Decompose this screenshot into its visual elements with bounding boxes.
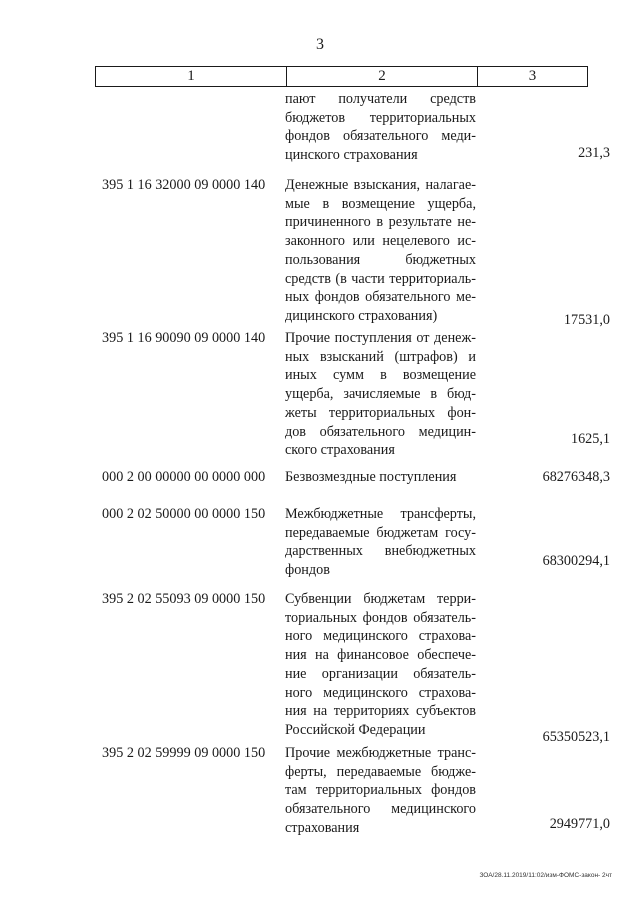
row-amount: 231,3 (578, 145, 610, 161)
description-line: дов обязательного медицин- (285, 423, 476, 440)
row-description (285, 744, 476, 838)
description-line: цинского страхования (285, 147, 418, 164)
header-col-2: 2 (287, 67, 478, 86)
description-line: Денежные взыскания, налагае- (285, 177, 476, 193)
row-description (285, 468, 476, 487)
description-line: Субвенции бюджетам терри- (285, 591, 476, 607)
description-line: Безвозмездные поступления (285, 469, 457, 485)
description-line: страхования (285, 819, 360, 836)
header-col-1: 1 (96, 67, 287, 86)
description-line: иных сумм в возмещение (285, 367, 476, 384)
row-code: 395 1 16 90090 09 0000 140 (102, 330, 266, 346)
description-line: бюджетов территориальных (285, 109, 476, 126)
description-line: законного или нецелевого ис- (285, 233, 476, 250)
description-line: передаваемые бюджетам госу- (285, 524, 476, 541)
row-description (285, 590, 476, 740)
description-line: мые в возмещение ущерба, (285, 195, 476, 212)
description-line: ущерба, зачисляемые в бюд- (285, 386, 476, 403)
table-header (95, 66, 588, 87)
description-line: обязательного медицинского (285, 801, 476, 818)
row-amount: 1625,1 (570, 431, 610, 447)
description-line: ферты, передаваемые бюдже- (285, 763, 476, 780)
description-line: ториальных фондов обязатель- (285, 609, 476, 626)
description-line: ния на территориях субъектов (285, 703, 476, 720)
description-line: средств (в части территориаль- (285, 270, 476, 287)
row-amount: 65350523,1 (542, 729, 610, 745)
description-line: фондов (285, 562, 330, 579)
row-code: 395 2 02 59999 09 0000 150 (102, 745, 266, 761)
row-description (285, 329, 476, 460)
description-line: ного медицинского страхова- (285, 684, 476, 701)
row-code: 000 2 00 00000 00 0000 000 (102, 469, 266, 485)
row-amount: 68276348,3 (542, 469, 610, 485)
footer-stamp: ЗОА/28.11.2019/11:02/изм-ФОМС-закон- 2чт (479, 872, 612, 879)
description-line: дарственных внебюджетных (285, 543, 476, 560)
row-code: 395 1 16 32000 09 0000 140 (102, 177, 266, 193)
description-line: дицинского страхования) (285, 307, 438, 324)
description-line: пают получатели средств (285, 91, 476, 107)
description-line: Российской Федерации (285, 721, 426, 738)
description-line: ных взысканий (штрафов) и (285, 348, 476, 365)
row-description (285, 176, 476, 326)
description-line: причиненного в результате не- (285, 214, 476, 231)
header-col-3: 3 (528, 68, 537, 84)
row-code: 395 2 02 55093 09 0000 150 (102, 591, 266, 607)
description-line: ных фондов обязательного ме- (285, 289, 476, 306)
description-line: там территориальных фондов (285, 782, 476, 799)
description-line: Межбюджетные трансферты, (285, 506, 476, 522)
page-number: 3 (316, 36, 324, 53)
row-description (285, 505, 476, 580)
row-amount: 2949771,0 (549, 816, 610, 832)
row-amount: 68300294,1 (542, 553, 610, 569)
description-line: пользования бюджетных (285, 251, 476, 268)
row-description (285, 90, 476, 165)
description-line: ние организации обязатель- (285, 665, 476, 682)
description-line: ского страхования (285, 442, 395, 459)
row-code: 000 2 02 50000 00 0000 150 (102, 506, 266, 522)
row-amount: 17531,0 (563, 312, 610, 328)
description-line: Прочие межбюджетные транс- (285, 745, 476, 761)
description-line: ния на финансовое обеспече- (285, 647, 476, 664)
description-line: жеты территориальных фон- (285, 404, 476, 421)
description-line: ного медицинского страхова- (285, 628, 476, 645)
description-line: Прочие поступления от денеж- (285, 330, 476, 346)
description-line: фондов обязательного меди- (285, 128, 476, 145)
